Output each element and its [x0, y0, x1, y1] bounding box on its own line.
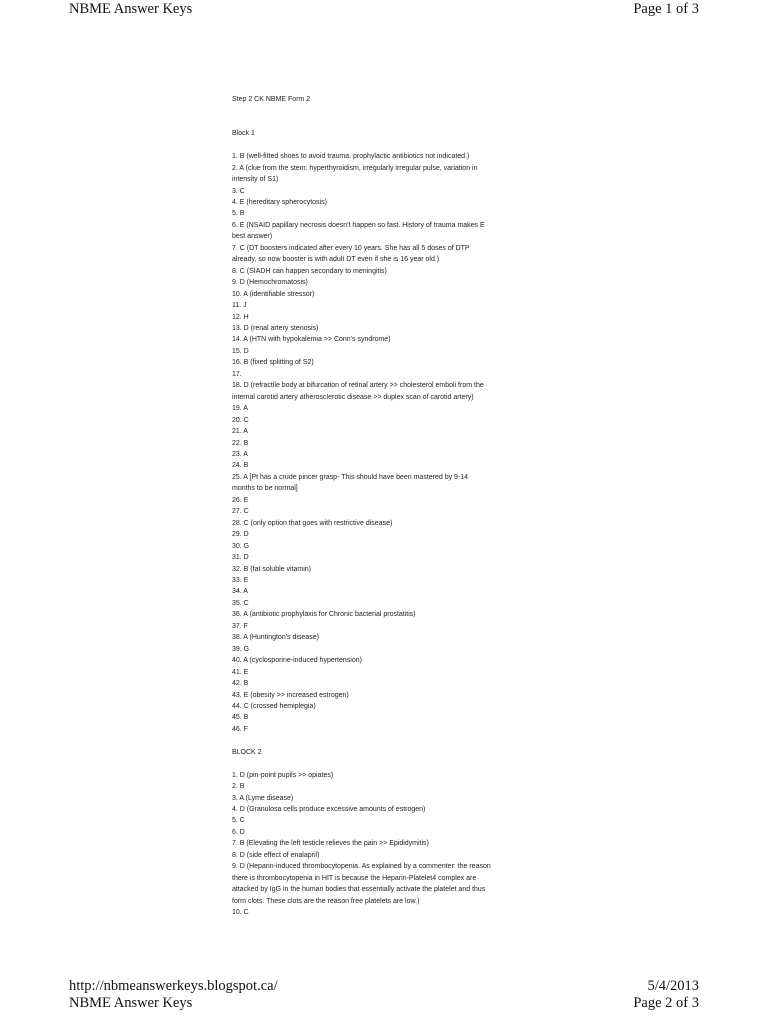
answer-line: 16. B (fixed splitting of S2): [232, 359, 314, 367]
answer-line: 4. D (Granulosa cells produce excessive amounts of estrogen): [232, 806, 426, 814]
answer-line: 37. F: [232, 622, 248, 630]
header-page-number: Page 1 of 3: [633, 1, 699, 17]
answer-line: 38. A (Huntington's disease): [232, 634, 319, 642]
footer-date: 5/4/2013: [647, 978, 699, 994]
answer-line: 8. D (side effect of enalapril): [232, 851, 320, 859]
answer-line: 45. B: [232, 714, 249, 722]
answer-line: 30. G: [232, 542, 250, 550]
answer-line: 34. A: [232, 588, 248, 596]
answer-line: 40. A (cyclosporine-induced hypertension): [232, 657, 362, 665]
answer-line: months to be normal]: [232, 485, 298, 493]
answer-line: 7. C (DT boosters indicated after every 10 years. She has all 5 doses of DTP: [232, 244, 470, 252]
block2-heading: BLOCK 2: [232, 748, 262, 756]
answer-line: 9. D (Heparin-induced thrombocytopenia. As explained by a commenter: the reason: [232, 863, 491, 871]
answer-line: 42. B: [232, 680, 249, 688]
answer-line: 14. A (HTN with hypokalemia >> Conn's syndrome): [232, 336, 391, 344]
footer-title: NBME Answer Keys: [69, 995, 193, 1011]
answer-line: 23. A: [232, 451, 248, 458]
answer-line: 5. C: [232, 817, 245, 825]
answer-line: 7. B (Elevating the left testicle relieves the pain >> Epididymitis): [232, 840, 429, 848]
answer-line: 24. B: [232, 462, 249, 470]
answer-line: 28. C (only option that goes with restrictive disease): [232, 519, 393, 527]
answer-line: 33. E: [232, 576, 249, 584]
answer-line: form clots. These clots are the reason free platelets are low.): [232, 897, 420, 905]
answer-line: 35. C: [232, 599, 249, 607]
answer-line: 26. E: [232, 496, 249, 504]
answer-line: there is thrombocytopenia in HIT is because the Heparin-Platelet4 complex are: [232, 874, 477, 882]
answer-line: 13. D (renal artery stenosis): [232, 325, 319, 333]
answer-line: 11. J: [232, 302, 247, 310]
answer-line: 29. D: [232, 531, 249, 539]
answer-line: best answer): [232, 233, 273, 241]
block1-answer-list: [232, 151, 537, 735]
answer-line: 31. D: [232, 554, 249, 562]
answer-line: internal carotid artery atherosclerotic disease >> duplex scan of carotid artery): [232, 393, 474, 401]
answer-line: 10. C: [232, 909, 249, 917]
answer-line: 41. E: [232, 668, 249, 676]
answer-line: already, so now booster is with adult DT even if she is 16 year old.): [232, 256, 440, 264]
answer-line: 2. A (clue from the stem: hyperthyroidism, irregularly irregular pulse, variation in: [232, 164, 478, 172]
answer-line: 6. D: [232, 828, 245, 836]
answer-line: 9. D (Hemochromatosis): [232, 279, 308, 287]
answer-line: 5. B: [232, 210, 245, 218]
block1-heading: Block 1: [232, 130, 255, 138]
answer-line: 44. C (crossed hemiplegia): [232, 702, 316, 710]
answer-line: 20. C: [232, 416, 249, 424]
answer-line: 46. F: [232, 725, 248, 733]
answer-line: 18. D (refractile body at bifurcation of retinal artery >> cholesterol emboli from the: [232, 382, 484, 390]
answer-line: 6. E (NSAID papillary necrosis doesn't happen so fast. History of trauma makes E: [232, 221, 485, 229]
answer-line: 15. D: [232, 347, 249, 355]
answer-line: 8. C (SIADH can happen secondary to meningitis): [232, 267, 387, 275]
page-footer: [69, 978, 699, 1012]
answer-line: 3. C: [232, 187, 245, 195]
answer-line: 25. A [Pt has a crude pincer grasp- This should have been mastered by 9-14: [232, 473, 469, 481]
answer-line: 36. A (antibiotic prophylaxis for Chronic bacterial prostatitis): [232, 611, 416, 619]
answer-line: 10. A (identifiable stressor): [232, 290, 315, 298]
answer-line: 3. A (Lyme disease): [232, 794, 294, 802]
answer-line: 39. G: [232, 645, 250, 653]
footer-page-number: Page 2 of 3: [633, 995, 699, 1011]
answer-line: 17.: [232, 370, 242, 378]
document-title: Step 2 CK NBME Form 2: [232, 96, 311, 103]
answer-line: 43. E (obesity >> increased estrogen): [232, 691, 349, 699]
answer-key-content: [232, 94, 537, 919]
answer-line: 2. B: [232, 783, 245, 791]
answer-line: attacked by IgG in the human bodies that essentially activate the platelet and thus: [232, 886, 486, 894]
answer-line: intensity of S1): [232, 176, 279, 184]
footer-url[interactable]: http://nbmeanswerkeys.blogspot.ca/: [69, 978, 278, 994]
answer-line: 1. D (pin-point pupils >> opiates): [232, 771, 334, 779]
answer-line: 19. A: [232, 405, 248, 413]
answer-line: 22. B: [232, 439, 249, 447]
answer-line: 1. B (well-fitted shoes to avoid trauma. prophylactic antibiotics not indicated.): [232, 153, 470, 161]
answer-line: 27. C: [232, 508, 249, 516]
header-title: NBME Answer Keys: [69, 1, 193, 17]
answer-line: 4. E (hereditary spherocytosis): [232, 199, 327, 207]
block2-answer-list: [232, 770, 537, 919]
answer-line: 21. A: [232, 428, 248, 436]
answer-line: 12. H: [232, 313, 249, 321]
answer-line: 32. B (fat soluble vitamin): [232, 565, 311, 573]
